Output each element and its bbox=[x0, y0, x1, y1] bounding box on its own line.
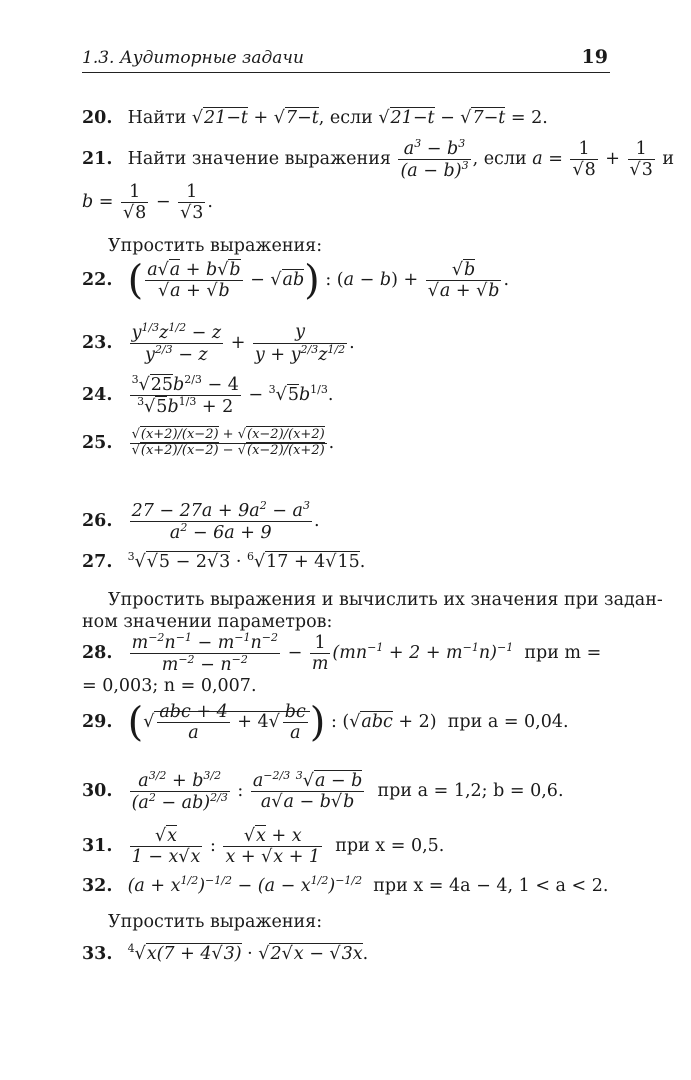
problem-number: 21. bbox=[82, 148, 113, 169]
section-intro: Упростить выражения и вычислить их значения при задан- bbox=[108, 590, 663, 610]
problem-number: 20. bbox=[82, 108, 113, 128]
problem-21-cont: b = $\frac{1}{√8}$ − $\frac{1}{√3}$ . bbox=[82, 182, 213, 224]
problem-number: 33. bbox=[82, 943, 113, 964]
problem-21 bbox=[82, 138, 674, 181]
problem-26: 26. $\frac{27 - 27a + 9a^2 - a^3}{a^2 - 6a + 9}$ . bbox=[82, 499, 320, 543]
problem-number: 28. bbox=[82, 642, 113, 663]
problem-33: 33. $^4$√x(7 + 4√3) · √2√x − √3x. bbox=[82, 942, 369, 964]
problem-number: 31. bbox=[82, 836, 113, 857]
problem-32: 32. $(a + x^{1/2})^{-1/2} - (a - x^{1/2})^{-1/2}$ при x = 4a − 4, 1 < a < 2. bbox=[82, 874, 609, 896]
problem-text: Найти значение выражения $\frac{a^3 - b^3}{(a - b)^3}$ , если a = $\frac{1}{√8}$ + $\frac{1}{√3}$ и bbox=[127, 137, 675, 181]
problem-27: 27. $^3$√√5 − 2√3 · $^6$√17 + 4√15. bbox=[82, 550, 366, 572]
problem-condition: при a = 0,04. bbox=[447, 712, 569, 733]
problem-24: 24. $\frac{^3√25b^{2/3} - 4}{^3√5b^{1/3} + 2}$ − $^3√5b^{1/3}$. bbox=[82, 373, 334, 417]
problem-number: 27. bbox=[82, 551, 113, 572]
problem-30: 30. $\frac{a^{3/2} + b^{3/2}}{(a^2 - ab)^{2/3}}$ : $\frac{a^{-2/3} ^3√a - b}{a√a - b√b}$ при a = 1,2; b = 0,6. bbox=[82, 769, 564, 813]
page-header bbox=[82, 44, 610, 73]
page-number: 19 bbox=[581, 46, 608, 68]
problem-number: 24. bbox=[82, 384, 113, 405]
problem-condition: при x = 0,5. bbox=[335, 836, 445, 857]
section-intro: Упростить выражения: bbox=[108, 236, 323, 256]
problem-25: 25. $\frac{√(x+2)/(x-2) + √(x-2)/(x+2)}{√(x+2)/(x-2) - √(x-2)/(x+2)}$ . bbox=[82, 427, 335, 458]
problem-number: 26. bbox=[82, 510, 113, 531]
section-intro: Упростить выражения: bbox=[108, 912, 323, 932]
problem-28-cont: = 0,003; n = 0,007. bbox=[82, 676, 257, 696]
problem-29: 29. (√ $\frac{\text{abc + 4}}{a}$ + 4√ $\frac{bc}{a}$ ) : (√abc + 2) при a = 0,04. bbox=[82, 699, 569, 746]
problem-20 bbox=[82, 108, 548, 128]
problem-number: 29. bbox=[82, 712, 113, 733]
problem-condition: при a = 1,2; b = 0,6. bbox=[377, 780, 564, 801]
problem-number: 32. bbox=[82, 875, 113, 896]
problem-condition: при x = 4a − 4, 1 < a < 2. bbox=[373, 875, 609, 896]
problem-number: 22. bbox=[82, 270, 113, 291]
problem-condition: при m = bbox=[524, 642, 602, 663]
problem-number: 30. bbox=[82, 780, 113, 801]
problem-28: 28. $\frac{m^{-2}n^{-1} - m^{-1}n^{-2}}{m^{-2} - n^{-2}}$ − $\frac{1}{m}$ $(mn^{-1} + 2 + m^{-1}n)^{-1}$ при m = bbox=[82, 631, 602, 675]
problem-number: 25. bbox=[82, 432, 113, 453]
problem-23: 23. $\frac{y^{1/3}z^{1/2} - z}{y^{2/3} - z}$ + $\frac{y}{y + y^{2/3}z^{1/2}}$ . bbox=[82, 321, 355, 365]
problem-text: Найти √21−t + √7−t, если √21−t − √7−t = 2. bbox=[127, 108, 548, 128]
section-intro-cont: ном значении параметров: bbox=[82, 612, 333, 632]
running-head: 1.3. Аудиторные задачи bbox=[82, 48, 304, 68]
problem-22: 22. ( $\frac{a√a + b√b}{√a + √b}$ − √ab) : (a − b) + $\frac{√b}{√a + √b}$ . bbox=[82, 257, 510, 304]
problem-number: 23. bbox=[82, 332, 113, 353]
problem-31: 31. $\frac{√x}{1 - x√x}$ : $\frac{√x + x}{x + √x + 1}$ при x = 0,5. bbox=[82, 826, 445, 868]
